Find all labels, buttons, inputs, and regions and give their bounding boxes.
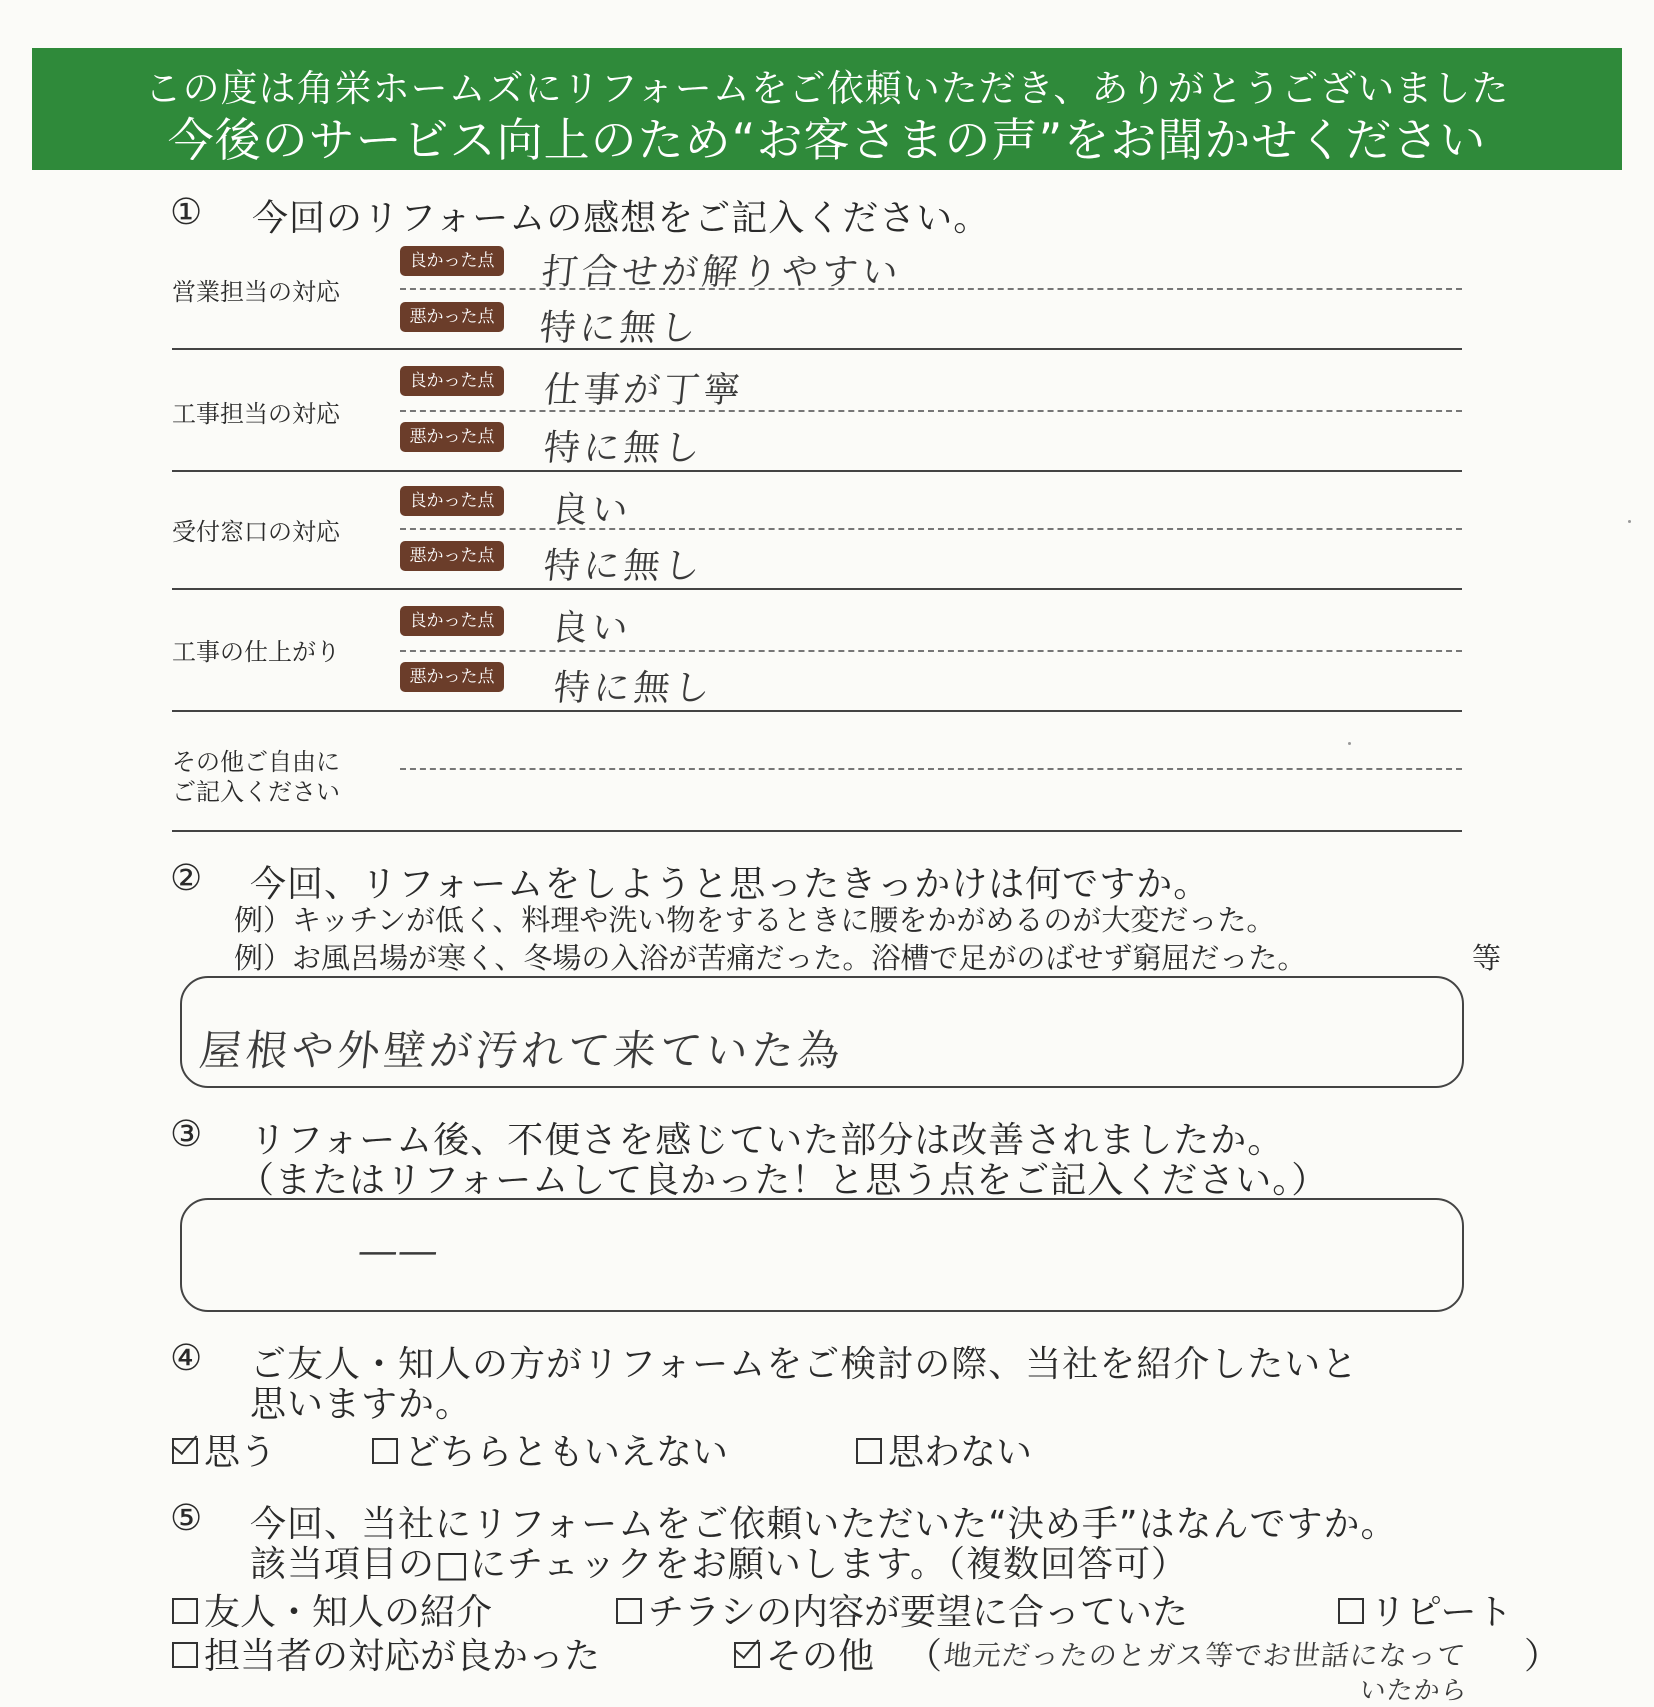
good-badge: 良かった点 [400, 606, 504, 636]
q5-option-staff[interactable] [172, 1628, 600, 1679]
q1-sales-good-answer: 打合せが解りやすい [539, 252, 904, 293]
q5-other-close-paren: ） [1524, 1636, 1561, 1677]
q4-text-1: ご友人・知人の方がリフォームをご検討の際、当社を紹介したいと [250, 1344, 1359, 1385]
q4-option-yes-label: 思う [204, 1432, 277, 1473]
q4-option-neutral-label: どちらともいえない [404, 1432, 729, 1473]
divider-solid [172, 710, 1462, 712]
q5-option-repeat-label: リピート [1370, 1592, 1513, 1633]
scan-speck [1348, 742, 1351, 745]
q2-text: 今回、リフォームをしようと思ったきっかけは何ですか。 [250, 864, 1211, 905]
q5-other-answer: 地元だったのとガス等でお世話になって [942, 1639, 1468, 1672]
q1-category-construction: 工事担当の対応 [172, 400, 340, 428]
q4-option-no[interactable] [856, 1424, 1032, 1475]
q1-text: 今回のリフォームの感想をご記入ください。 [252, 198, 991, 239]
checkbox-checked[interactable] [734, 1642, 760, 1668]
q5-number: ⑤ [170, 1498, 203, 1539]
q5-option-other-label: その他 [766, 1636, 875, 1677]
q5-text-1: 今回、当社にリフォームをご依頼いただいた“決め手”はなんですか。 [250, 1504, 1398, 1545]
bad-badge: 悪かった点 [400, 302, 504, 332]
q4-number: ④ [170, 1338, 203, 1379]
q2-etc: 等 [1472, 941, 1502, 975]
q5-other-open-paren: （ [906, 1636, 943, 1677]
header-banner [32, 48, 1622, 170]
q5-option-staff-label: 担当者の対応が良かった [204, 1636, 601, 1677]
q2-number: ② [170, 858, 203, 899]
q5-other-answer-cont: いたから [1358, 1676, 1470, 1706]
good-badge: 良かった点 [400, 246, 504, 276]
checkbox[interactable] [372, 1438, 398, 1464]
q1-category-reception: 受付窓口の対応 [172, 518, 340, 546]
divider-dashed [400, 768, 1462, 770]
divider-solid [172, 348, 1462, 350]
checkbox[interactable] [616, 1598, 642, 1624]
q5-option-repeat[interactable] [1338, 1584, 1513, 1635]
checkbox[interactable] [1338, 1598, 1364, 1624]
q2-example-1: 例）キッチンが低く、料理や洗い物をするときに腰をかがめるのが大変だった。 [234, 903, 1276, 937]
bad-badge: 悪かった点 [400, 541, 504, 571]
q1-finish-good-answer: 良い [549, 608, 634, 649]
q1-reception-bad-answer: 特に無し [541, 546, 706, 587]
q2-answer: 屋根や外壁が汚れて来ていた為 [197, 1026, 847, 1075]
q1-other-label-2: ご記入ください [172, 778, 340, 806]
q4-option-no-label: 思わない [888, 1432, 1033, 1473]
q4-option-neutral[interactable] [372, 1424, 728, 1475]
q1-number: ① [170, 192, 203, 233]
q3-number: ③ [170, 1114, 203, 1155]
q1-finish-bad-answer: 特に無し [551, 668, 716, 709]
checkbox[interactable] [172, 1598, 198, 1624]
q1-category-finish: 工事の仕上がり [172, 638, 340, 666]
divider-dashed [400, 410, 1462, 412]
divider-solid [172, 588, 1462, 590]
header-line-2: 今後のサービス向上のため“お客さまの声”をお聞かせください [167, 113, 1487, 167]
q5-option-flyer[interactable] [616, 1584, 1188, 1635]
q1-other-label-1: その他ご自由に [172, 748, 340, 776]
q5-text-2: 該当項目の□にチェックをお願いします。（複数回答可） [250, 1544, 1189, 1585]
q1-construction-good-answer: 仕事が丁寧 [541, 370, 746, 411]
q5-option-flyer-label: チラシの内容が要望に合っていた [648, 1592, 1189, 1633]
q1-sales-bad-answer: 特に無し [537, 308, 702, 349]
q5-option-other[interactable] [734, 1628, 874, 1679]
q3-answer: —— [355, 1228, 441, 1274]
q5-option-referral-label: 友人・知人の紹介 [204, 1592, 493, 1633]
good-badge: 良かった点 [400, 366, 504, 396]
q4-text-2: 思いますか。 [250, 1384, 473, 1425]
checkbox-checked[interactable] [172, 1438, 198, 1464]
divider-solid [172, 830, 1462, 832]
q1-construction-bad-answer: 特に無し [541, 428, 706, 469]
checkbox[interactable] [172, 1642, 198, 1668]
divider-dashed [400, 528, 1462, 530]
scan-speck [1628, 520, 1631, 523]
good-badge: 良かった点 [400, 486, 504, 516]
bad-badge: 悪かった点 [400, 662, 504, 692]
q3-text-2: （またはリフォームして良かった！と思う点をご記入ください。） [238, 1160, 1329, 1201]
bad-badge: 悪かった点 [400, 422, 504, 452]
q4-option-yes[interactable] [172, 1424, 276, 1475]
checkbox[interactable] [856, 1438, 882, 1464]
divider-solid [172, 470, 1462, 472]
q1-reception-good-answer: 良い [549, 490, 634, 531]
divider-dashed [400, 650, 1462, 652]
q2-example-2: 例）お風呂場が寒く、冬場の入浴が苦痛だった。浴槽で足がのばせず窮屈だった。 [234, 941, 1307, 975]
q3-text-1: リフォーム後、不便さを感じていた部分は改善されましたか。 [250, 1120, 1285, 1161]
header-line-1: この度は角栄ホームズにリフォームをご依頼いただき、ありがとうございました [144, 67, 1510, 110]
q1-category-sales: 営業担当の対応 [172, 278, 340, 306]
divider-dashed [400, 288, 1462, 290]
